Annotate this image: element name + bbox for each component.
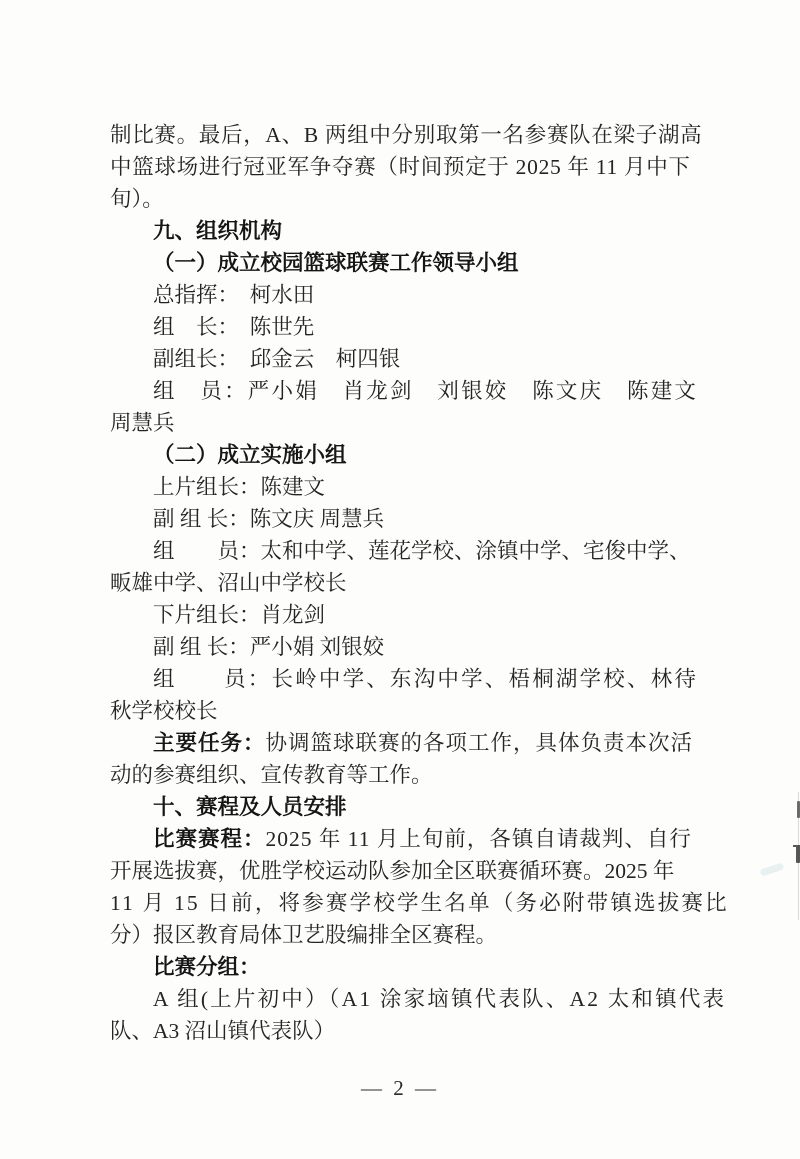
role-line-upper-members: 组 员：太和中学、莲花学校、涂镇中学、宅俊中学、 [153, 539, 691, 563]
implementation-group-heading: （二）成立实施小组 [153, 443, 347, 467]
schedule-label: 比赛赛程： [153, 827, 266, 851]
main-task-paragraph-line [110, 727, 692, 759]
main-task-paragraph-line: 动的参赛组织、宣传教育等工作。 [110, 763, 433, 787]
group-a-line: A 组(上片初中）（A1 涂家垴镇代表队、A2 太和镇代表 [153, 987, 727, 1011]
role-line-members-continued: 周慧兵 [110, 411, 175, 435]
schedule-paragraph-line: 分）报区教育局体卫艺股编排全区赛程。 [110, 923, 498, 947]
intro-paragraph-line: 旬）。 [110, 187, 164, 211]
leading-group-heading: （一）成立校园篮球联赛工作领导小组 [153, 251, 519, 275]
main-task-label: 主要任务： [153, 731, 266, 755]
intro-paragraph-line: 中篮球场进行冠亚军争夺赛（时间预定于 2025 年 11 月中下 [110, 155, 691, 179]
role-line-lower-members: 组 员：长岭中学、东沟中学、梧桐湖学校、林待 [153, 667, 699, 691]
role-line-leader: 组 长： 陈世先 [153, 315, 315, 339]
role-line-upper-deputy: 副 组 长：陈文庆 周慧兵 [153, 507, 385, 531]
scan-smudge-artifact [760, 862, 785, 876]
schedule-paragraph-line: 11 月 15 日前，将参赛学校学生名单（务必附带镇选拔赛比 [110, 891, 729, 915]
page-number: — 2 — [361, 1076, 439, 1100]
schedule-text: 2025 年 11 月上旬前，各镇自请裁判、自行 [265, 827, 692, 851]
role-line-upper-members-continued: 畈雄中学、沼山中学校长 [110, 571, 347, 595]
role-line-upper-leader: 上片组长：陈建文 [153, 475, 326, 499]
role-line-members: 组 员：严小娟 肖龙剑 刘银姣 陈文庆 陈建文 [153, 379, 699, 403]
role-line-commander: 总指挥： 柯水田 [153, 283, 315, 307]
section-9-heading: 九、组织机构 [153, 219, 283, 243]
scan-edge-mark-artifact [796, 845, 800, 863]
role-line-lower-deputy: 副 组 长：严小娟 刘银姣 [153, 635, 385, 659]
schedule-paragraph-line [110, 823, 692, 855]
role-line-deputy: 副组长： 邱金云 柯四银 [153, 347, 401, 371]
intro-paragraph-line: 制比赛。最后，A、B 两组中分别取第一名参赛队在梁子湖高 [110, 123, 703, 147]
role-line-lower-members-continued: 秋学校校长 [110, 699, 218, 723]
role-line-lower-leader: 下片组长：肖龙剑 [153, 603, 326, 627]
main-task-text: 协调篮球联赛的各项工作，具体负责本次活 [265, 731, 694, 755]
group-a-line-continued: 队、A3 沼山镇代表队） [110, 1019, 336, 1043]
section-10-heading: 十、赛程及人员安排 [153, 795, 347, 819]
document-body [110, 119, 729, 1047]
schedule-paragraph-line: 开展选拔赛，优胜学校运动队参加全区联赛循环赛。2025 年 [110, 859, 675, 883]
grouping-label: 比赛分组： [153, 955, 261, 979]
